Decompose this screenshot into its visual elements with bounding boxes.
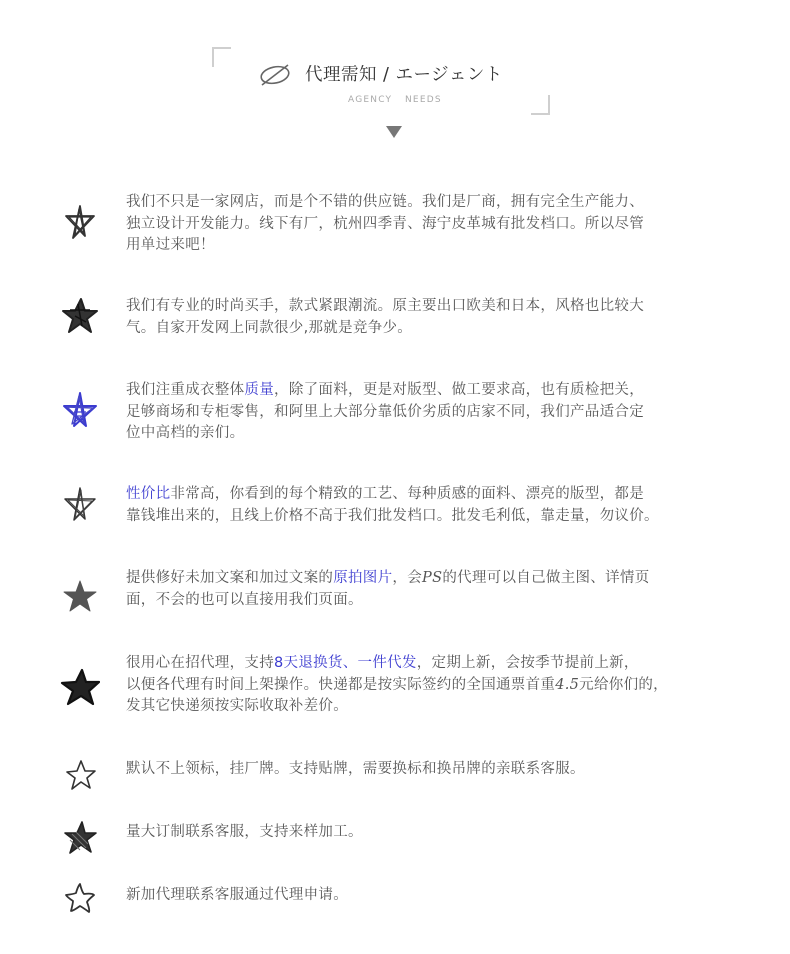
- text-segment: PS: [422, 570, 443, 586]
- text-line: 新加代理联系客服通过代理申请。: [126, 887, 348, 903]
- notice-text-2: [126, 296, 766, 339]
- text-line: 独立设计开发能力。线下有厂，杭州四季青、海宁皮革城有批发档口。所以尽管: [126, 215, 644, 232]
- notice-text-8: [126, 822, 766, 844]
- section-header: [0, 0, 790, 150]
- text-line: 量大订制联系客服，支持来样加工。: [126, 824, 363, 840]
- text-segment: ，定期上新，会按季节提前上新，: [416, 655, 639, 671]
- corner-bracket-top-left: [212, 47, 231, 67]
- text-line: 用单过来吧！: [126, 237, 215, 253]
- solid-grey-star-icon: [60, 576, 100, 616]
- subtitle-needs: NEEDS: [405, 95, 442, 105]
- text-line: 我们有专业的时尚买手，款式紧跟潮流。原主要出口欧美和日本，风格也比较大: [126, 298, 644, 314]
- text-segment: 很用心在招代理，支持: [126, 655, 274, 671]
- text-segment: ，除了面料，更是对版型、做工要求高，也有质检把关，: [274, 382, 645, 398]
- text-segment: 元给你们的，: [579, 676, 668, 693]
- text-line: [126, 568, 766, 590]
- corner-bracket-bottom-right: [531, 95, 550, 115]
- text-line: 位中高档的亲们。: [126, 425, 245, 441]
- highlight-original-photos: 原拍图片: [333, 570, 393, 586]
- rounded-outline-star-icon: [60, 878, 100, 918]
- subtitle-agency: AGENCY: [348, 95, 393, 105]
- down-triangle-icon: [386, 126, 402, 138]
- text-line: [126, 675, 766, 697]
- notice-text-9: [126, 885, 766, 907]
- notice-text-3: [126, 380, 766, 445]
- black-brush-star-icon: [60, 667, 100, 707]
- notice-text-5: [126, 568, 766, 611]
- outline-star-icon: [60, 755, 100, 795]
- text-line: [126, 380, 766, 402]
- text-segment: ，会: [392, 570, 423, 586]
- filled-scribble-star-icon: [60, 296, 100, 336]
- hatched-star-icon: [60, 818, 100, 858]
- highlight-value-for-money: 性价比: [126, 486, 171, 502]
- highlight-return-dropship: 8天退换货、一件代发: [274, 655, 417, 671]
- text-line: [126, 653, 766, 675]
- text-line: 面，不会的也可以直接用我们页面。: [126, 591, 363, 608]
- text-line: 气。自家开发网上同款很少,那就是竞争少。: [126, 319, 413, 336]
- notice-text-4: [126, 484, 766, 527]
- text-line: 足够商场和专柜零售，和阿里上大部分靠低价劣质的店家不同，我们产品适合定: [126, 403, 644, 420]
- notice-text-6: [126, 653, 766, 718]
- text-segment: 以便各代理有时间上架操作。快递都是按实际签约的全国通票首重: [126, 676, 556, 693]
- text-segment: 非常高，你看到的每个精致的工艺、每种质感的面料、漂亮的版型，都是: [170, 486, 645, 502]
- blue-scribble-star-icon: [60, 390, 100, 430]
- sketch-star-icon: [60, 202, 100, 242]
- text-line: [126, 484, 766, 506]
- text-line: 我们不只是一家网店，而是个不错的供应链。我们是厂商，拥有完全生产能力、: [126, 194, 644, 210]
- notice-text-7: [126, 759, 766, 781]
- text-line: 发其它快递须按实际收取补差价。: [126, 698, 348, 714]
- highlight-quality: 质量: [244, 382, 275, 398]
- text-segment: 4.5: [555, 676, 580, 693]
- text-line: 靠钱堆出来的，且线上价格不高于我们批发档口。批发毛利低，靠走量，勿议价。: [126, 507, 659, 524]
- text-line: 默认不上领标，挂厂牌。支持贴牌，需要换标和换吊牌的亲联系客服。: [126, 761, 585, 777]
- text-segment: 提供修好未加文案和加过文案的: [126, 570, 334, 586]
- text-segment: 我们注重成衣整体: [126, 382, 245, 398]
- diagonal-slash-logo-icon: [258, 63, 292, 87]
- notice-text-1: [126, 192, 766, 257]
- page-title: 代理需知 / エージェント: [305, 65, 503, 85]
- outline-sketch-star-icon: [60, 484, 100, 524]
- text-segment: 的代理可以自己做主图、详情页: [442, 570, 650, 586]
